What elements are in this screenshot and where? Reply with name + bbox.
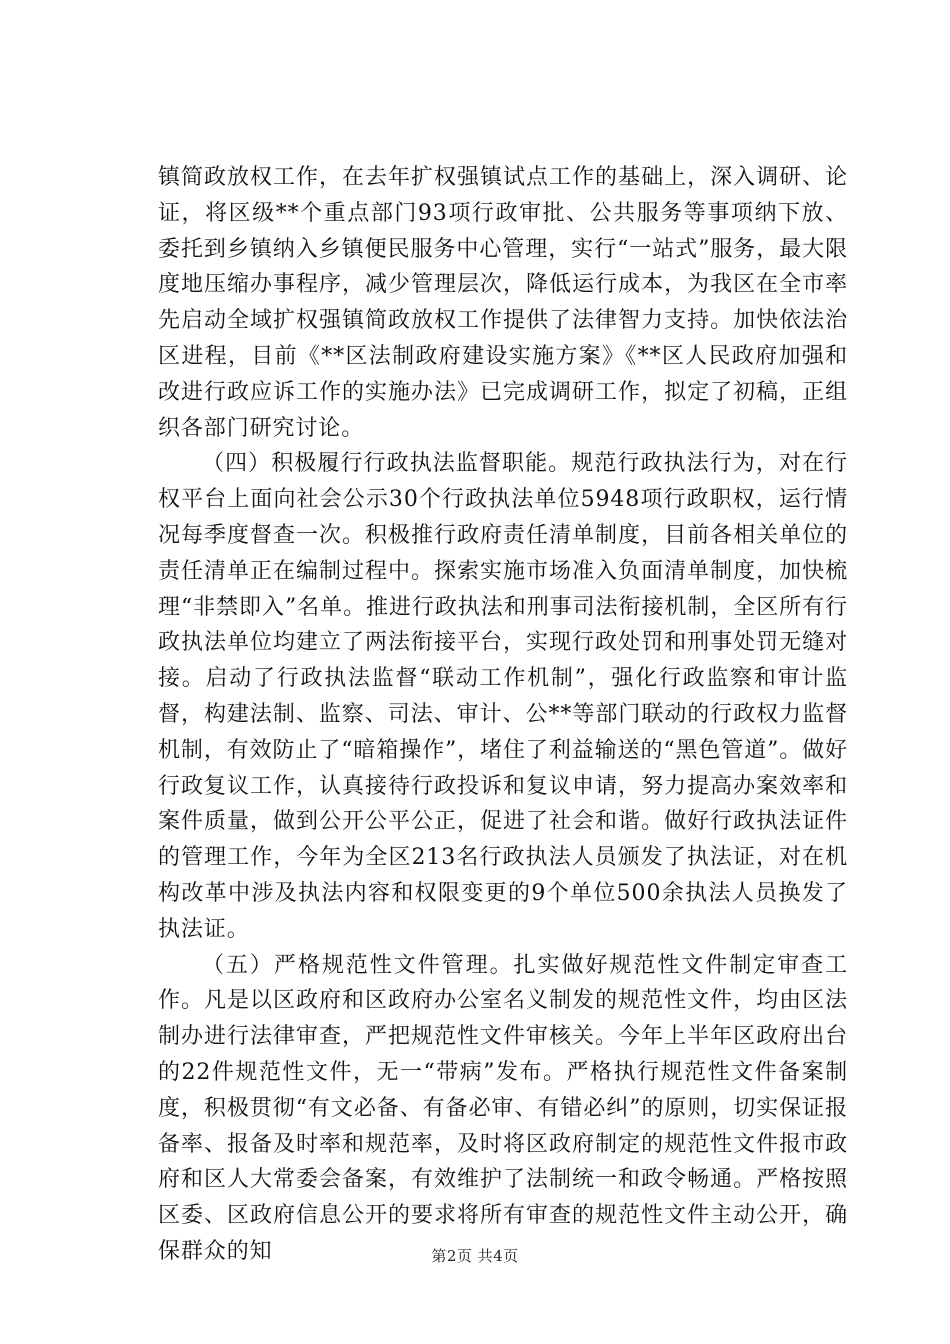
paragraph-section-4: （四）积极履行行政执法监督职能。规范行政执法行为，对在行权平台上面向社会公示30个行政执法单位5948项行政职权，运行情况每季度督查一次。积极推行政府责任清单制度，目前各相关单位的责任清单正在编制过程中。探索实施市场准入负面清单制度，加快梳理“非禁即入”名单。推进行政执法和刑事司法衔接机制，全区所有行政执法单位均建立了两法衔接平台，实现行政处罚和刑事处罚无缝对接。启动了行政执法监督“联动工作机制”，强化行政监察和审计监督，构建法制、监察、司法、审计、公**等部门联动的行政权力监督机制，有效防止了“暗箱操作”，堵住了利益输送的“黑色管道”。做好行政复议工作，认真接待行政投诉和复议申请，努力提高办案效率和案件质量，做到公开公平公正，促进了社会和谐。做好行政执法证件的管理工作，今年为全区213名行政执法人员颁发了执法证，对在机构改革中涉及执法内容和权限变更的9个单位500余执法人员换发了执法证。 xyxy=(158,451,848,942)
document-body xyxy=(158,160,848,1270)
page-footer: 第2页 共4页 xyxy=(431,1247,519,1265)
paragraph-continued: 镇简政放权工作，在去年扩权强镇试点工作的基础上，深入调研、论证，将区级**个重点部门93项行政审批、公共服务等事项纳下放、委托到乡镇纳入乡镇便民服务中心管理，实行“一站式”服务，最大限度地压缩办事程序，减少管理层次，降低运行成本，为我区在全市率先启动全域扩权强镇简政放权工作提供了法律智力支持。加快依法治区进程，目前《**区法制政府建设实施方案》《**区人民政府加强和改进行政应诉工作的实施办法》已完成调研工作，拟定了初稿，正组织各部门研究讨论。 xyxy=(158,165,848,441)
paragraph-section-5: （五）严格规范性文件管理。扎实做好规范性文件制定审查工作。凡是以区政府和区政府办公室名义制发的规范性文件，均由区法制办进行法律审查，严把规范性文件审核关。今年上半年区政府出台的22件规范性文件，无一“带病”发布。严格执行规范性文件备案制度，积极贯彻“有文必备、有备必审、有错必纠”的原则，切实保证报备率、报备及时率和规范率，及时将区政府制定的规范性文件报市政府和区人大常委会备案，有效维护了法制统一和政令畅通。严格按照区委、区政府信息公开的要求将所有审查的规范性文件主动公开，确保群众的知 xyxy=(158,952,848,1264)
